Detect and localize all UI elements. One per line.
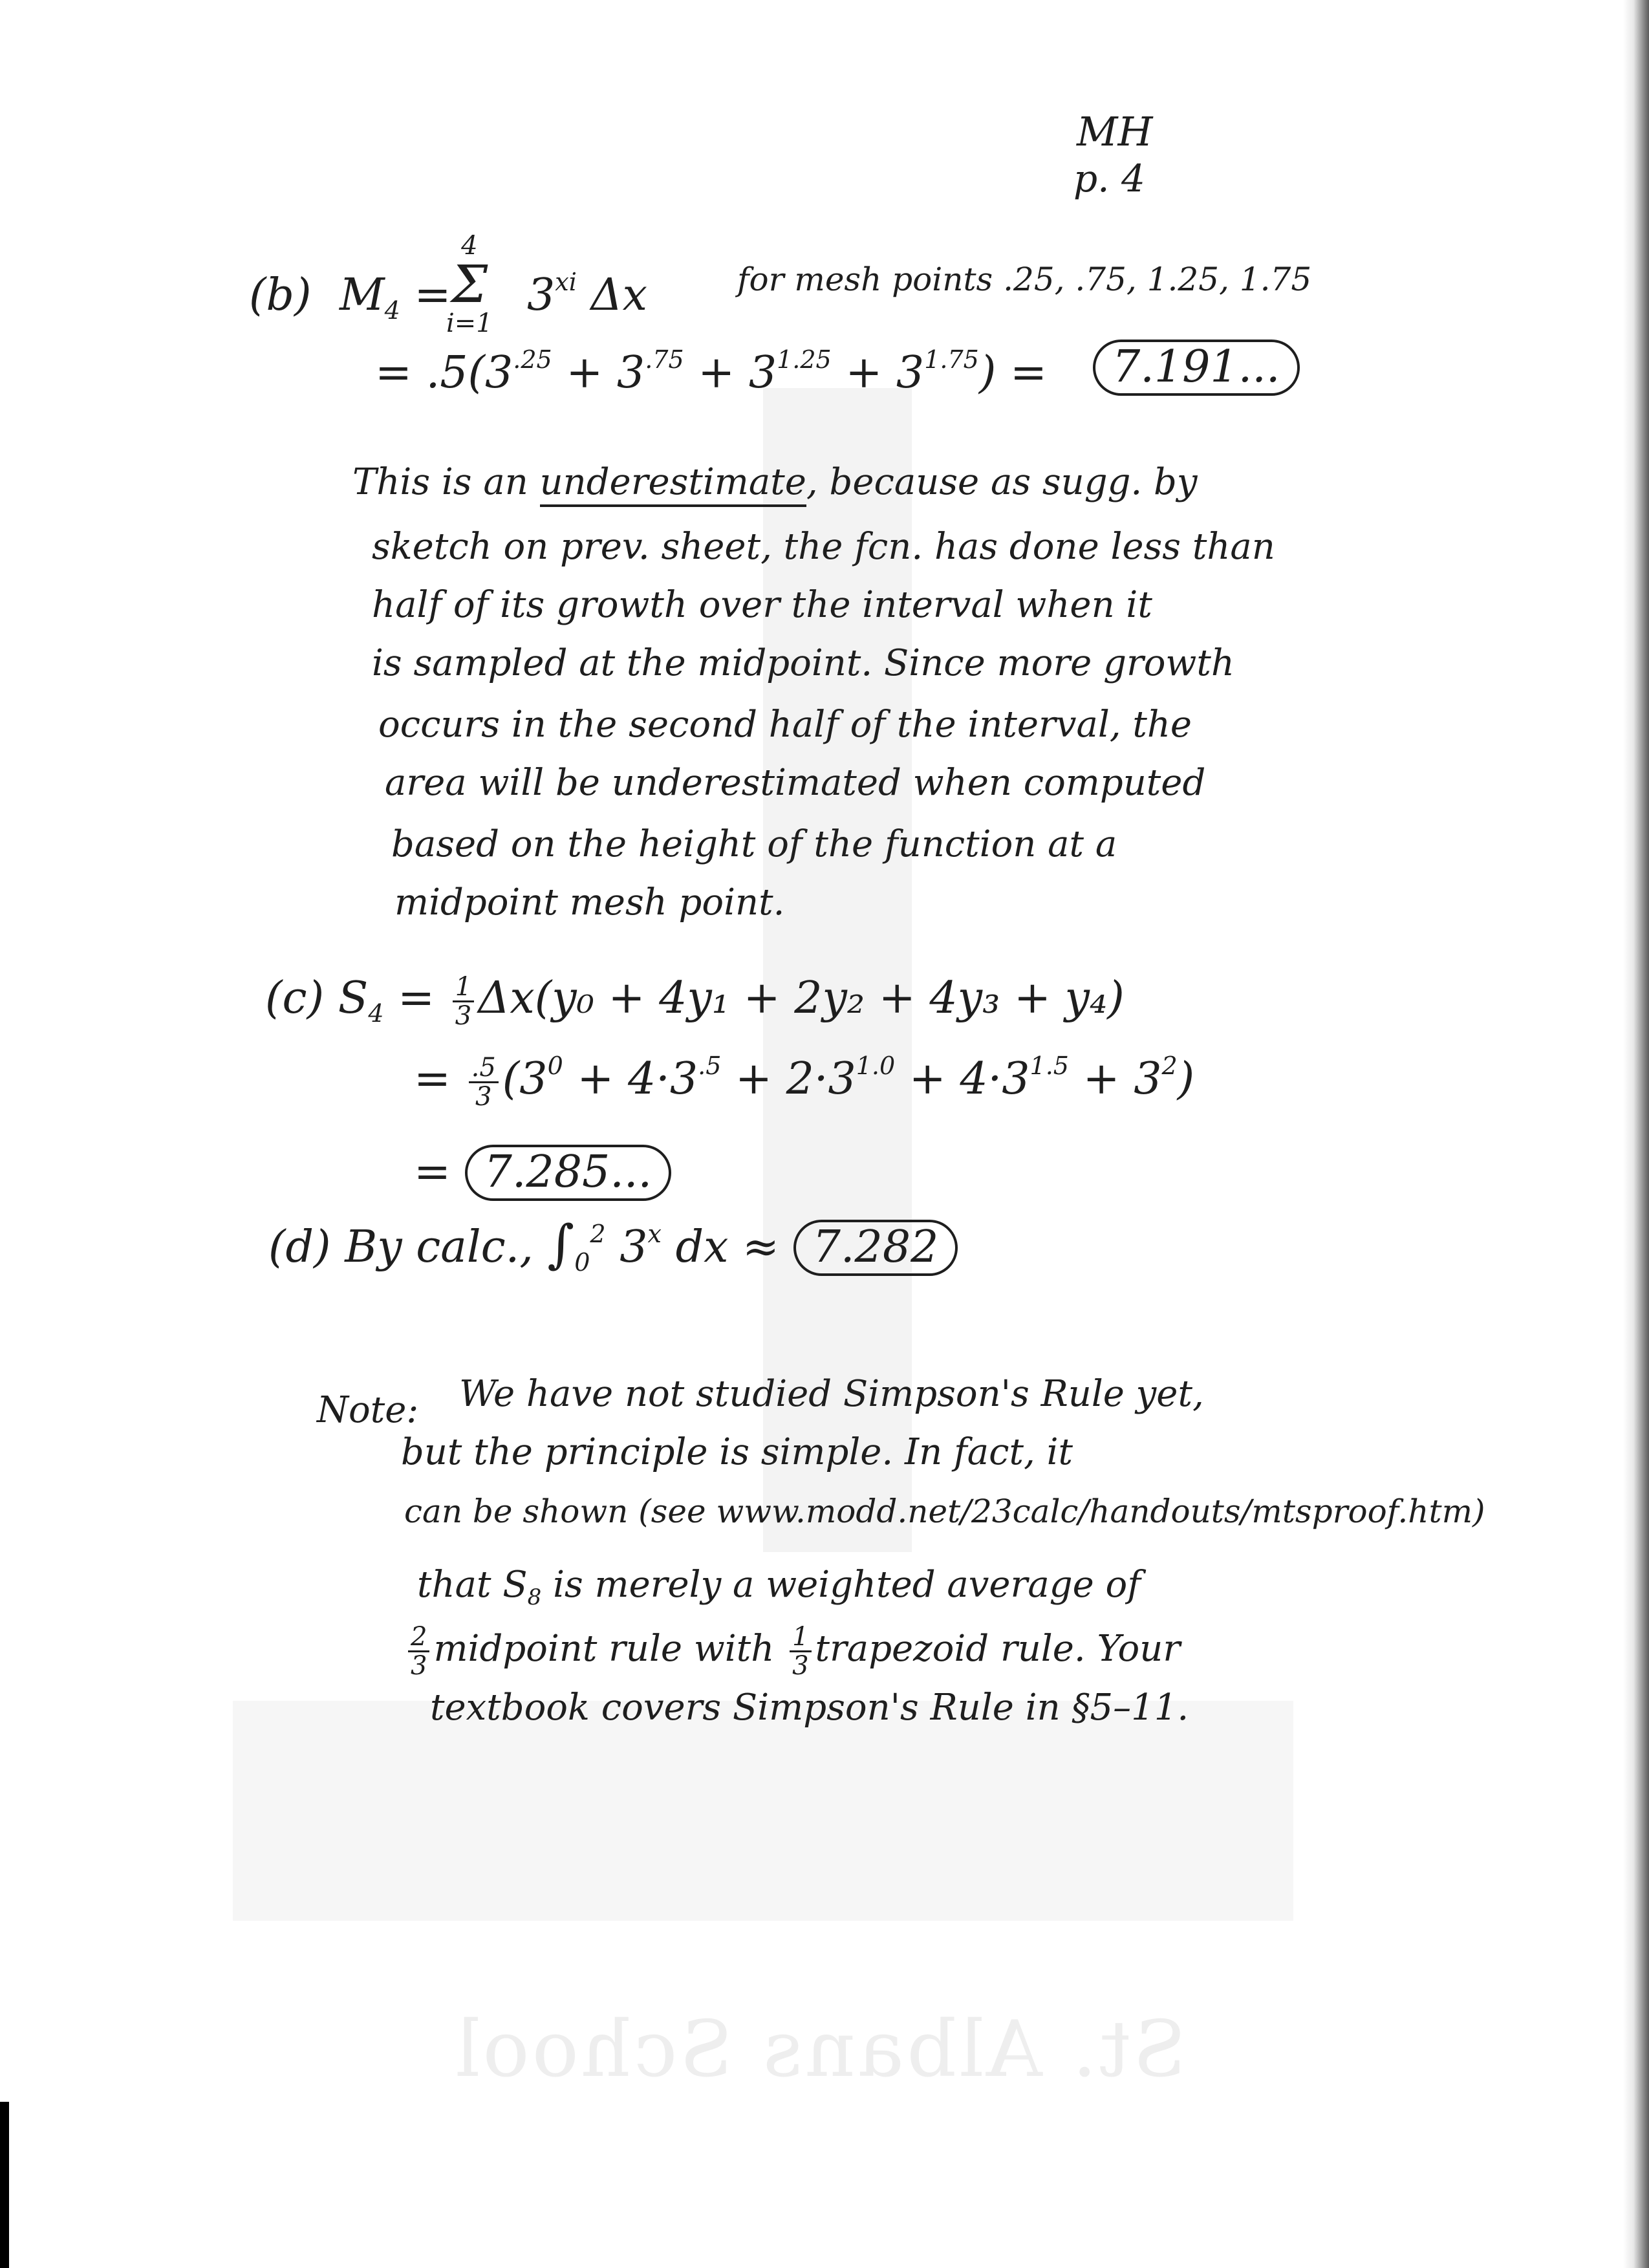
page-edge-right bbox=[1623, 0, 1649, 2268]
part-b-label: (b) bbox=[249, 270, 312, 321]
part-b-explanation-line-1: This is an underestimate, because as sugg. by bbox=[352, 462, 1198, 502]
note-line-5: $\frac{2}{3}$ midpoint rule with $\frac{1}{3}$ trapezoid rule. Your bbox=[404, 1623, 1180, 1679]
header-page-number: p. 4 bbox=[1073, 157, 1145, 200]
part-b-explanation-line-8: midpoint mesh point. bbox=[394, 881, 785, 923]
one-third-fraction-note: $\frac{1}{3}$ bbox=[790, 1623, 811, 1679]
part-b-explanation-line-3: half of its growth over the interval when it bbox=[372, 584, 1152, 626]
part-c-result-line: = 7.285... bbox=[414, 1145, 671, 1201]
note-label: Note: bbox=[317, 1389, 419, 1431]
part-b-explanation-line-6: area will be underestimated when computed bbox=[385, 762, 1206, 804]
sigma-upper: 4 bbox=[461, 231, 478, 261]
part-c-formula: (c) $S_4$ = $\frac{1}{3}$ Δx(y₀ + 4y₁ + 2y₂ + 4y₃ + y₄) bbox=[265, 972, 1125, 1031]
part-c-result-oval: 7.285... bbox=[465, 1145, 672, 1201]
part-b-expansion: = $.5(3^{.25} + 3^{.75} + 3^{1.25} + 3^{1.75})$ = bbox=[375, 345, 1047, 398]
note-line-1: We have not studied Simpson's Rule yet, bbox=[459, 1373, 1204, 1415]
sigma-symbol: Σ bbox=[451, 254, 488, 314]
part-b-term: 3$^{xi}$ Δx bbox=[527, 268, 647, 321]
part-b-lhs: $M_4$ = bbox=[339, 270, 451, 325]
half-over-three-fraction: $\frac{.5}{3}$ bbox=[469, 1054, 499, 1110]
note-line-4: that $S_8$ is merely a weighted average of bbox=[417, 1564, 1141, 1611]
two-thirds-fraction: $\frac{2}{3}$ bbox=[408, 1623, 429, 1679]
part-c-substitution: = $\frac{.5}{3}$ $(3^0 + 4\cdot 3^{.5} + 2\cdot 3^{1.0} + 4\cdot 3^{1.5} + 3^2)$ bbox=[414, 1052, 1195, 1112]
note-line-2: but the principle is simple. In fact, it bbox=[401, 1431, 1073, 1473]
part-d-line: (d) By calc., $\int_0^2$ 3$^x$ dx ≈ 7.282 bbox=[268, 1216, 958, 1276]
part-b-explanation-line-5: occurs in the second half of the interval, the bbox=[378, 704, 1192, 746]
page-edge-left bbox=[0, 2102, 9, 2268]
header-initials: MH bbox=[1077, 108, 1153, 155]
part-b-explanation-line-4: is sampled at the midpoint. Since more growth bbox=[372, 642, 1234, 684]
bleed-through-school-name: St. Albans School bbox=[453, 2005, 1187, 2095]
note-line-3: can be shown (see www.modd.net/23calc/handouts/mtsproof.htm) bbox=[404, 1493, 1485, 1530]
part-b-result-oval: 7.191... bbox=[1093, 340, 1300, 396]
sigma-sum bbox=[446, 233, 493, 336]
bleed-through-table bbox=[233, 1701, 1293, 1921]
part-b-mesh-note: for mesh points .25, .75, 1.25, 1.75 bbox=[737, 261, 1312, 298]
sigma-lower: i=1 bbox=[446, 308, 493, 338]
part-b-explanation-line-7: based on the height of the function at a bbox=[391, 823, 1117, 865]
part-d-result-oval: 7.282 bbox=[793, 1220, 958, 1276]
part-b-result bbox=[1093, 340, 1300, 396]
note-line-6: textbook covers Simpson's Rule in §5–11. bbox=[430, 1687, 1189, 1729]
one-third-fraction: $\frac{1}{3}$ bbox=[453, 973, 474, 1030]
part-b-explanation-line-2: sketch on prev. sheet, the fcn. has done less than bbox=[372, 526, 1275, 568]
